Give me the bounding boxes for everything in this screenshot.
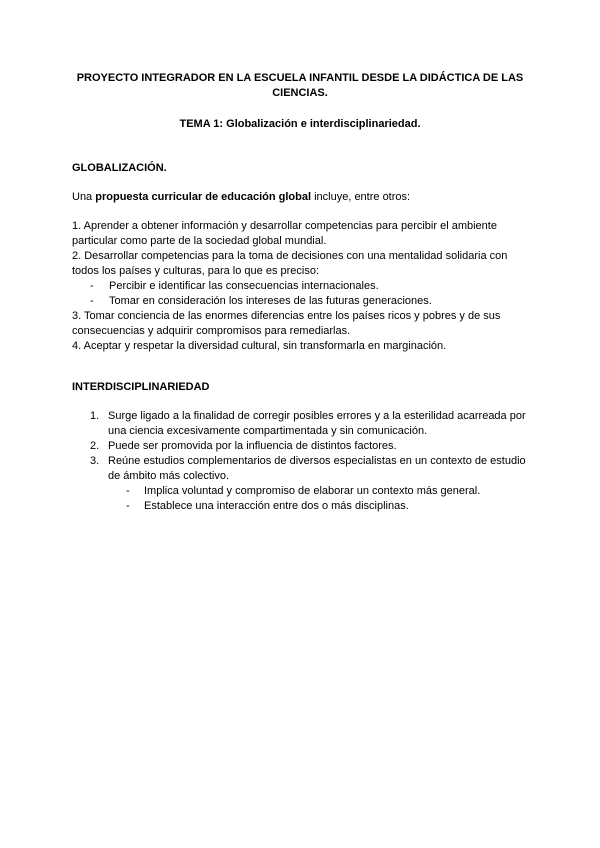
interdisciplinariedad-item-text: Puede ser promovida por la influencia de distintos factores. xyxy=(108,440,397,452)
dash-marker: - xyxy=(126,500,130,512)
globalizacion-list xyxy=(72,219,532,354)
intro-prefix: Una xyxy=(72,191,96,203)
interdisciplinariedad-subitem xyxy=(72,499,532,514)
interdisciplinariedad-item xyxy=(72,454,532,484)
section-heading-interdisciplinariedad: INTERDISCIPLINARIEDAD xyxy=(72,381,210,393)
dash-marker: - xyxy=(90,280,94,292)
globalizacion-subitem-text: Tomar en consideración los intereses de las futuras generaciones. xyxy=(109,295,432,307)
globalizacion-subitem-text: Percibir e identificar las consecuencias internacionales. xyxy=(109,280,379,292)
interdisciplinariedad-subitem-text: Implica voluntad y compromiso de elaborar un contexto más general. xyxy=(144,485,481,497)
dash-marker: - xyxy=(90,295,94,307)
interdisciplinariedad-item-text: Surge ligado a la finalidad de corregir posibles errores y a la esterilidad acarreada por una ciencia excesivamente compartimentada y sin comunicación. xyxy=(108,410,526,437)
list-number: 1. xyxy=(90,410,100,422)
interdisciplinariedad-subitem-text: Establece una interacción entre dos o más disciplinas. xyxy=(144,500,409,512)
document-title: PROYECTO INTEGRADOR EN LA ESCUELA INFANTIL DESDE LA DIDÁCTICA DE LAS CIENCIAS. xyxy=(76,72,524,99)
interdisciplinariedad-item xyxy=(72,439,532,454)
intro-bold: propuesta curricular de educación global xyxy=(95,191,312,203)
list-number: 3. xyxy=(90,455,100,467)
interdisciplinariedad-item xyxy=(72,409,532,439)
globalizacion-item-1: 1. Aprender a obtener información y desarrollar competencias para percibir el ambiente particular como parte de la sociedad global mundial. xyxy=(72,220,497,247)
globalizacion-item-3: 3. Tomar conciencia de las enormes diferencias entre los países ricos y pobres y de sus consecuencias y adquirir compromisos para remediarlas. xyxy=(72,310,501,337)
globalizacion-item-2: 2. Desarrollar competencias para la toma de decisiones con una mentalidad solidaria con todos los países y culturas, para lo que es preciso: xyxy=(72,250,508,277)
section-heading-globalizacion: GLOBALIZACIÓN. xyxy=(72,162,167,174)
interdisciplinariedad-subitem xyxy=(72,484,532,499)
list-number: 2. xyxy=(90,440,100,452)
globalizacion-item-4: 4. Aceptar y respetar la diversidad cultural, sin transformarla en marginación. xyxy=(72,340,447,352)
dash-marker: - xyxy=(126,485,130,497)
globalizacion-subitem xyxy=(72,294,532,309)
interdisciplinariedad-list xyxy=(72,409,532,514)
document-subtitle: TEMA 1: Globalización e interdisciplinariedad. xyxy=(179,118,421,130)
intro-paragraph xyxy=(72,190,532,205)
intro-suffix: incluye, entre otros: xyxy=(311,191,411,203)
interdisciplinariedad-item-text: Reúne estudios complementarios de diversos especialistas en un contexto de estudio de ámbito más colectivo. xyxy=(108,455,526,482)
globalizacion-subitem xyxy=(72,279,532,294)
